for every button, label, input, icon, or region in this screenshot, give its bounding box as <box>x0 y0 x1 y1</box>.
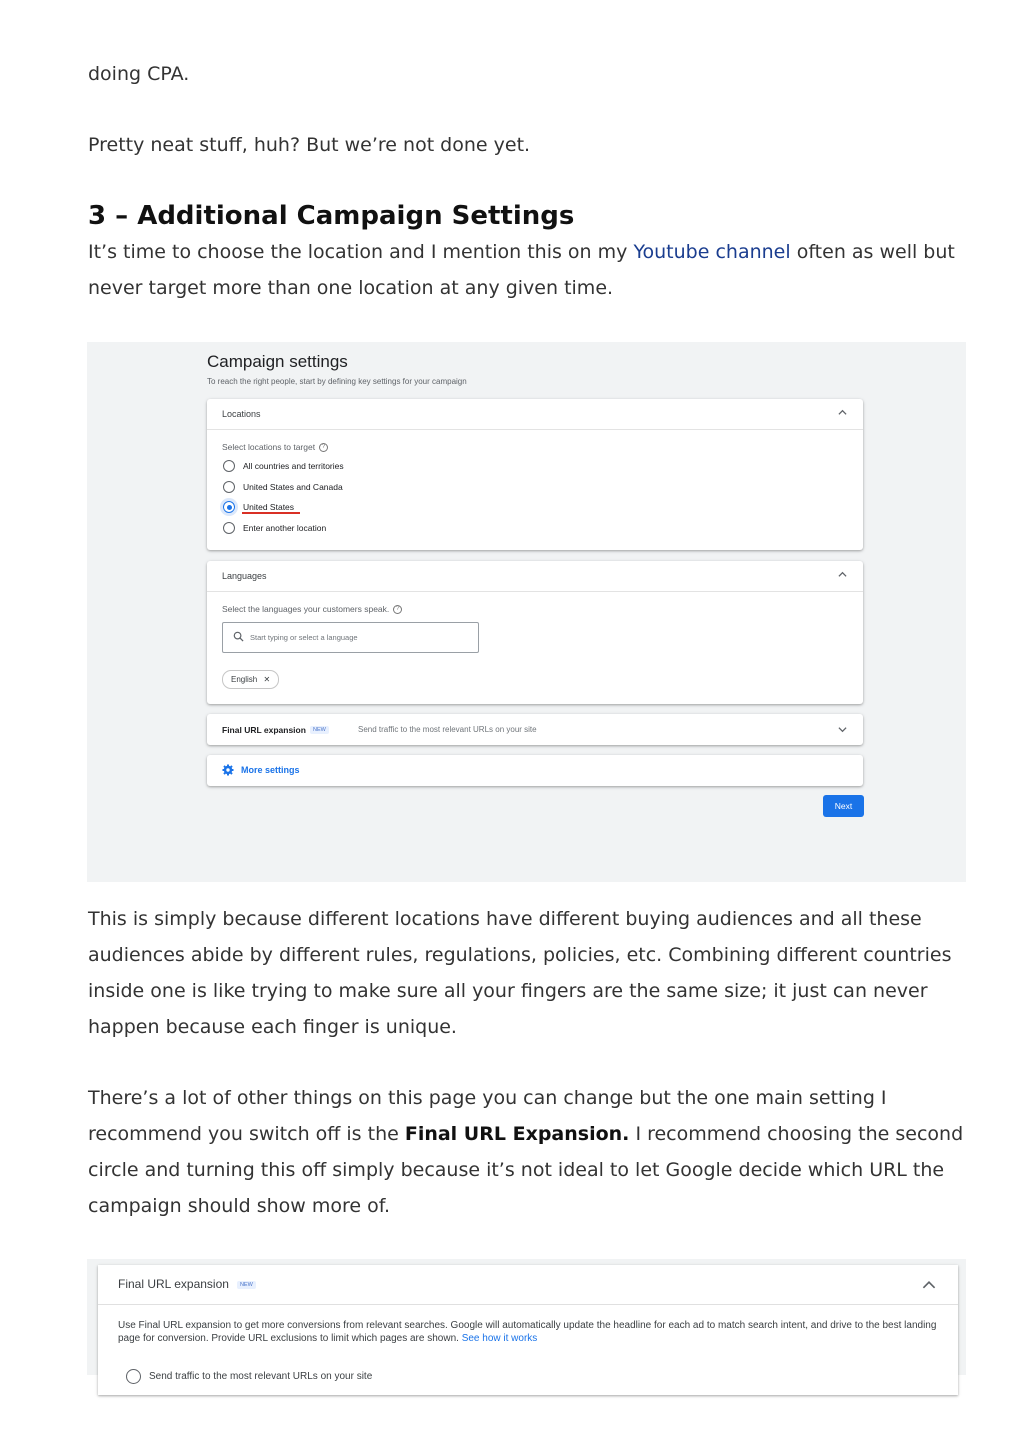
more-settings-row[interactable] <box>207 755 863 786</box>
radio-circle-icon <box>223 481 235 493</box>
languages-card <box>207 561 863 704</box>
chevron-up-icon[interactable] <box>922 1278 936 1292</box>
new-badge: NEW <box>310 726 329 734</box>
final-url-bold: Final URL Expansion. <box>404 1123 630 1145</box>
chevron-down-icon[interactable] <box>838 725 847 734</box>
search-icon <box>233 631 244 642</box>
paragraph-top: doing CPA. <box>88 63 190 85</box>
locations-title: Locations <box>222 409 261 419</box>
next-button[interactable]: Next <box>823 795 864 817</box>
final-url-title: Final URL expansion <box>222 725 306 735</box>
radio-circle-icon <box>126 1369 141 1384</box>
final-url-description: Use Final URL expansion to get more conversions from relevant searches. Google will automatically update the headline for each ad to match search intent, and drive to the best landing page for conversion. Provide URL exclusions to limit which pages are shown. See how it works <box>118 1320 937 1344</box>
language-chip-english[interactable]: English ✕ <box>222 670 279 689</box>
radio-send-traffic[interactable]: Send traffic to the most relevant URLs on your site <box>126 1369 372 1384</box>
radio-selected-icon <box>223 501 235 513</box>
help-icon[interactable]: ? <box>319 443 328 452</box>
radio-circle-icon <box>223 522 235 534</box>
youtube-channel-link[interactable]: Youtube channel <box>633 241 791 263</box>
paragraph-location: It’s time to choose the location and I mention this on my Youtube channel often as well but never target more than one location at any given time. <box>88 241 955 299</box>
final-url-expansion-screenshot <box>87 1259 966 1383</box>
more-settings-label: More settings <box>241 765 300 775</box>
gear-icon <box>222 764 234 776</box>
campaign-settings-screenshot <box>87 342 966 882</box>
new-badge: NEW <box>237 1281 256 1289</box>
paragraph-neat: Pretty neat stuff, huh? But we’re not done yet. <box>88 134 531 156</box>
help-icon[interactable]: ? <box>393 605 402 614</box>
languages-title: Languages <box>222 571 267 581</box>
locations-label: Select locations to target ? <box>222 442 328 452</box>
close-icon[interactable]: ✕ <box>263 675 271 684</box>
radio-circle-icon <box>223 460 235 472</box>
locations-card: Locations Select locations to target ? All countries and territories United States and Canada United States Enter another location <box>207 399 863 550</box>
card-divider <box>98 1304 958 1305</box>
campaign-settings-subtitle: To reach the right people, start by defining key settings for your campaign <box>207 377 467 386</box>
chevron-up-icon[interactable] <box>838 408 847 417</box>
chevron-up-icon[interactable] <box>838 570 847 579</box>
languages-header[interactable] <box>207 561 863 592</box>
language-search-input[interactable]: Start typing or select a language <box>222 622 479 653</box>
red-underline-annotation <box>242 512 300 514</box>
campaign-settings-title: Campaign settings <box>207 352 348 371</box>
final-url-expansion-row[interactable] <box>207 714 863 745</box>
final-url-summary: Send traffic to the most relevant URLs on your site <box>358 725 537 734</box>
paragraph-because: This is simply because different locations have different buying audiences and all these audiences abide by different rules, regulations, policies, etc. Combining different countries inside one is like trying to make sure all your fingers are the same size; it just can never happen because each finger is unique. <box>88 908 952 1038</box>
final-url-card-title: Final URL expansion NEW <box>118 1277 256 1291</box>
paragraph-final-url: There’s a lot of other things on this page you can change but the one main setting I recommend you switch off is the Final URL Expansion. I recommend choosing the second circle and turning this off simply because it’s not ideal to let Google decide which URL the campaign should show more of. <box>88 1087 964 1217</box>
see-how-it-works-link[interactable]: See how it works <box>461 1333 538 1344</box>
locations-header[interactable] <box>207 399 863 430</box>
final-url-card <box>98 1265 958 1395</box>
languages-label: Select the languages your customers speak. ? <box>222 604 402 614</box>
section-heading: 3 – Additional Campaign Settings <box>88 201 575 231</box>
